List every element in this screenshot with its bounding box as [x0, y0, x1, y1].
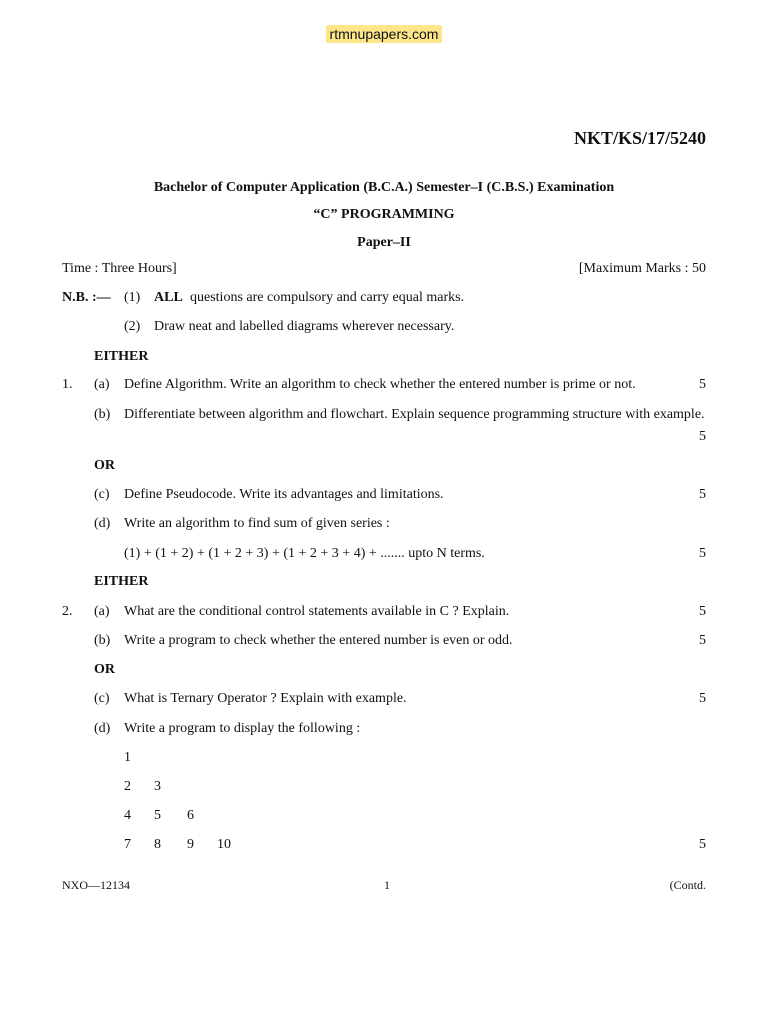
pattern-cell: 9: [187, 837, 194, 852]
q1c-label: (c): [94, 487, 110, 502]
q1-number: 1.: [62, 377, 73, 392]
subject-title: “C” PROGRAMMING: [313, 207, 455, 222]
q1a-marks: 5: [699, 377, 706, 392]
q2d-label: (d): [94, 721, 111, 736]
q1c-marks: 5: [699, 487, 706, 502]
q2c-marks: 5: [699, 691, 706, 706]
q2d-text: Write a program to display the following :: [124, 721, 361, 736]
pattern-cell: 6: [187, 808, 194, 823]
page-number: 1: [384, 878, 390, 892]
q1d-text: Write an algorithm to find sum of given series :: [124, 516, 390, 531]
q1b-text: Differentiate between algorithm and flowchart. Explain sequence programming structure with example.: [124, 407, 705, 422]
note-1-num: (1): [124, 290, 141, 305]
pattern-cell: 3: [154, 779, 161, 794]
q1a-label: (a): [94, 377, 110, 392]
pattern-cell: 7: [124, 837, 131, 852]
q1b-marks: 5: [699, 429, 706, 444]
q1c-text: Define Pseudocode. Write its advantages and limitations.: [124, 487, 444, 502]
pattern-cell: 10: [217, 837, 231, 852]
q1a-text: Define Algorithm. Write an algorithm to check whether the entered number is prime or not.: [124, 377, 636, 392]
pattern-cell: 1: [124, 750, 131, 765]
footer-code: NXO—12134: [62, 878, 130, 892]
q2d-marks: 5: [699, 837, 706, 852]
q2-either: EITHER: [94, 574, 149, 589]
q1-or: OR: [94, 458, 115, 473]
q2b-label: (b): [94, 633, 111, 648]
q2-or: OR: [94, 662, 115, 677]
max-marks: [Maximum Marks : 50: [578, 261, 706, 276]
note-1-text: questions are compulsory and carry equal marks.: [190, 290, 465, 305]
note-1-bold: ALL: [154, 290, 183, 305]
q2c-text: What is Ternary Operator ? Explain with example.: [124, 691, 407, 706]
q2c-label: (c): [94, 691, 110, 706]
q2-number: 2.: [62, 604, 73, 619]
q2b-marks: 5: [699, 633, 706, 648]
time-label: Time : Three Hours]: [62, 261, 177, 276]
paper-code: NKT/KS/17/5240: [573, 128, 706, 148]
q1d-label: (d): [94, 516, 111, 531]
q1d-marks: 5: [699, 546, 706, 561]
nb-label: N.B. :—: [62, 290, 111, 305]
contd-label: (Contd.: [669, 878, 706, 892]
q2a-marks: 5: [699, 604, 706, 619]
paper-title: Paper–II: [357, 235, 411, 250]
q1d-series: (1) + (1 + 2) + (1 + 2 + 3) + (1 + 2 + 3 + 4) + ....... upto N terms.: [124, 546, 485, 561]
pattern-cell: 8: [154, 837, 161, 852]
watermark: rtmnupapers.com: [0, 26, 768, 42]
q1b-label: (b): [94, 407, 111, 422]
note-2-num: (2): [124, 319, 141, 334]
pattern-cell: 2: [124, 779, 131, 794]
pattern-cell: 4: [124, 808, 131, 823]
exam-title: Bachelor of Computer Application (B.C.A.) Semester–I (C.B.S.) Examination: [153, 180, 615, 195]
q1-either: EITHER: [94, 349, 149, 364]
pattern-cell: 5: [154, 808, 161, 823]
q2a-label: (a): [94, 604, 110, 619]
q2b-text: Write a program to check whether the entered number is even or odd.: [124, 633, 513, 648]
q2a-text: What are the conditional control statements available in C ? Explain.: [124, 604, 510, 619]
note-2-text: Draw neat and labelled diagrams wherever necessary.: [154, 319, 455, 334]
